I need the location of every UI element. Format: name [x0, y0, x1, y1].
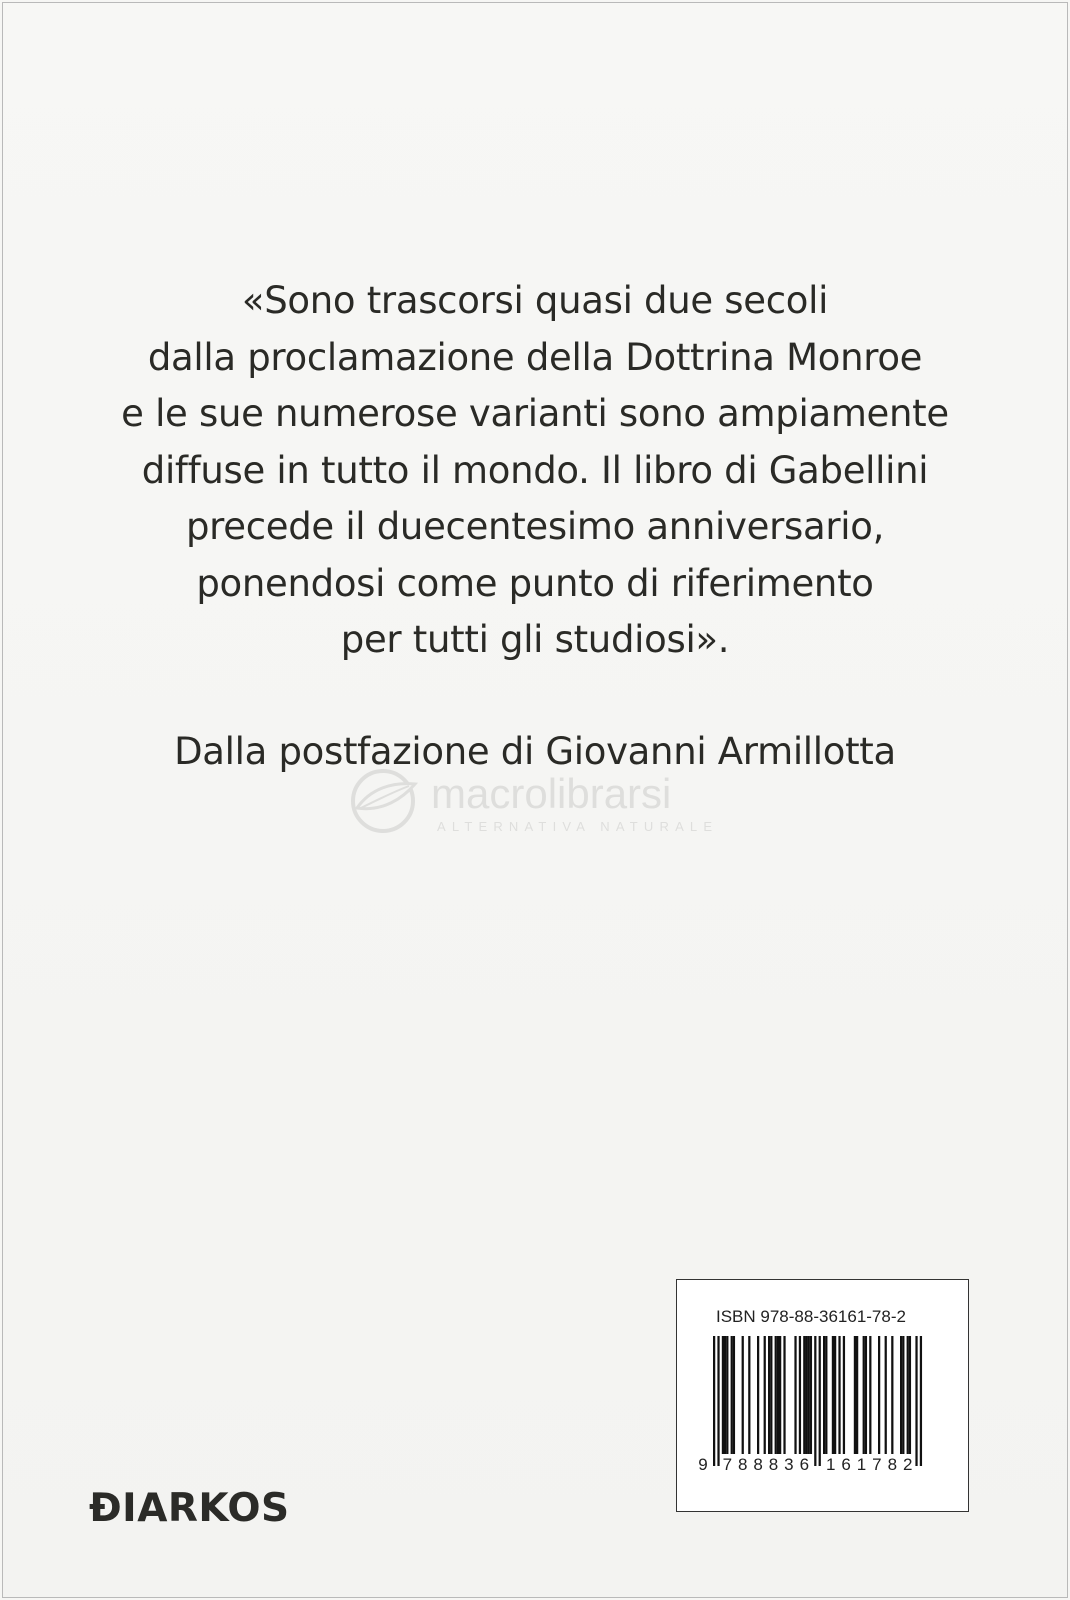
quote-line: precede il duecentesimo anniversario,: [185, 505, 885, 548]
barcode-bar: [878, 1336, 880, 1454]
barcode-digit: 1: [825, 1455, 836, 1474]
barcode-bar: [764, 1336, 766, 1454]
barcode-bar: [843, 1336, 845, 1454]
barcode-digit: 6: [799, 1455, 810, 1474]
barcode-bar: [915, 1336, 917, 1466]
barcode-bar: [810, 1336, 812, 1454]
barcode-bar: [726, 1336, 728, 1454]
back-cover: [2, 2, 1068, 1598]
barcode-bar: [891, 1336, 893, 1454]
quote-line: e le sue numerose varianti sono ampiamente: [121, 392, 949, 435]
barcode-box: [676, 1279, 969, 1512]
barcode-digit: 7: [722, 1455, 733, 1474]
barcode-bar: [902, 1336, 904, 1454]
quote-line: dalla proclamazione della Dottrina Monroe: [147, 335, 923, 379]
barcode-bar: [900, 1336, 902, 1454]
isbn-label: ISBN 978-88-36161-78-2: [716, 1307, 906, 1326]
barcode-bar: [865, 1336, 867, 1454]
barcode-bar: [768, 1336, 770, 1454]
barcode-bar: [733, 1336, 735, 1454]
barcode-bar: [907, 1336, 909, 1454]
barcode-bar: [808, 1336, 810, 1454]
barcode-bar: [863, 1336, 865, 1454]
barcode-bar: [724, 1336, 726, 1454]
barcode-digit: 7: [872, 1455, 882, 1474]
barcode-bar: [803, 1336, 805, 1454]
barcode-bar: [838, 1336, 840, 1454]
barcode-bar: [823, 1336, 825, 1454]
quote-line: diffuse in tutto il mondo. Il libro di Gabellini: [141, 448, 929, 492]
barcode-bar: [832, 1336, 834, 1454]
barcode-digit: 8: [753, 1455, 763, 1474]
barcode-bar: [748, 1336, 750, 1454]
barcode-digit: 1: [856, 1455, 867, 1474]
barcode-bar: [819, 1336, 821, 1466]
barcode-bar: [920, 1336, 922, 1466]
barcode-bar: [909, 1336, 911, 1454]
watermark-tagline: ALTERNATIVA NATURALE: [437, 819, 719, 834]
barcode-bar: [779, 1336, 781, 1454]
barcode-bar: [713, 1336, 715, 1466]
barcode: [677, 1280, 970, 1513]
watermark-name: macrolibrarsi: [431, 770, 672, 817]
quote-line: ponendosi come punto di riferimento: [196, 561, 874, 605]
barcode-digit: 2: [902, 1455, 913, 1474]
barcode-digit: 8: [768, 1455, 779, 1474]
publisher-logo: ÐIARKOS: [89, 1486, 290, 1531]
barcode-bar: [885, 1336, 887, 1454]
barcode-bar: [783, 1336, 785, 1454]
barcode-digit: 3: [784, 1455, 794, 1474]
barcode-bar: [775, 1336, 777, 1454]
quote-attribution: Dalla postfazione di Giovanni Armillotta: [174, 730, 896, 773]
barcode-bar: [869, 1336, 871, 1454]
barcode-bar: [717, 1336, 719, 1466]
barcode-bar: [799, 1336, 801, 1454]
barcode-bar: [834, 1336, 836, 1454]
barcode-bar: [770, 1336, 772, 1454]
quote-block: [3, 273, 1067, 669]
barcode-bar: [825, 1336, 827, 1454]
barcode-bar: [854, 1336, 856, 1454]
barcode-digit: 6: [841, 1455, 851, 1474]
quote-line: per tutti gli studiosi».: [340, 618, 730, 661]
quote-line: «Sono trascorsi quasi due secoli: [241, 279, 829, 322]
barcode-bar: [814, 1336, 816, 1466]
barcode-bar: [731, 1336, 733, 1454]
barcode-digit: 8: [887, 1455, 898, 1474]
leaf-logo-icon: [343, 768, 423, 834]
barcode-bar: [794, 1336, 796, 1454]
barcode-digit: 8: [737, 1455, 748, 1474]
barcode-bar: [722, 1336, 724, 1454]
barcode-bar: [742, 1336, 744, 1454]
barcode-bar: [777, 1336, 779, 1454]
barcode-bar: [805, 1336, 807, 1454]
barcode-bar: [757, 1336, 759, 1454]
barcode-bar: [856, 1336, 858, 1454]
barcode-digit: 9: [698, 1455, 708, 1474]
